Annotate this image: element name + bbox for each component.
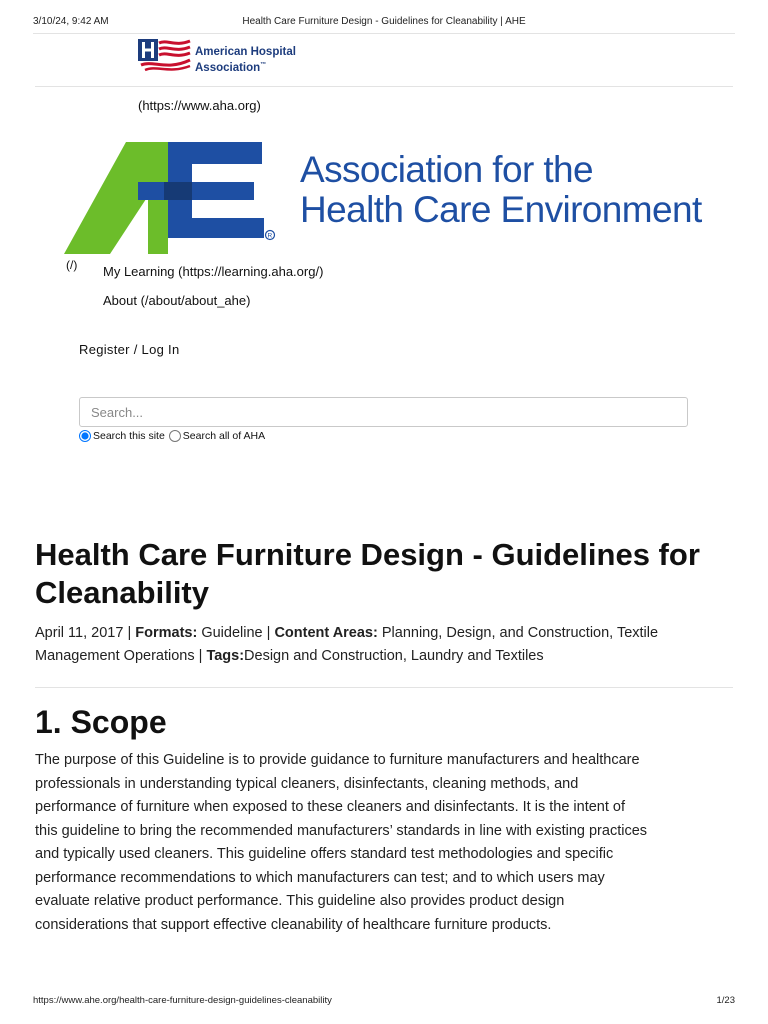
search-scope-options (79, 430, 269, 442)
aha-logo[interactable] (137, 36, 309, 74)
page-number: 1/23 (716, 995, 735, 1006)
ahe-mark-icon (64, 140, 286, 256)
print-timestamp: 3/10/24, 9:42 AM (33, 16, 109, 27)
search-all-label[interactable]: Search all of AHA (182, 430, 266, 442)
meta-separator: | (266, 625, 271, 641)
tags-value[interactable]: Design and Construction, Laundry and Textiles (244, 648, 544, 664)
divider (35, 86, 733, 87)
article-meta (35, 622, 725, 668)
aha-logo-tm: ™ (260, 62, 267, 68)
nav-item-about[interactable]: About (/about/about_ahe) (103, 293, 251, 308)
formats-value[interactable]: Guideline (201, 625, 263, 641)
formats-label: Formats: (135, 625, 198, 641)
search-site-radio[interactable] (79, 430, 91, 442)
aha-flag-icon (137, 38, 191, 72)
print-url: https://www.ahe.org/health-care-furniture-design-guidelines-cleanability (33, 995, 332, 1006)
aha-logo-line1: American Hospital (195, 46, 296, 58)
svg-text:R: R (267, 232, 273, 240)
divider (35, 687, 733, 688)
scope-paragraph: The purpose of this Guideline is to provide guidance to furniture manufacturers and healthcare professionals in understanding typical cleaners, disinfectants, cleaning methods, and performance of furniture when exposed to these cleaners and disinfectants. It is the intent of this guideline to bring the recommended manufacturers’ standards in line with existing practices and typically used cleaners. This guideline offers standard test methodologies and specific performance recommendations to which manufacturers can test; and to which users may evaluate relative product performance. This guideline also provides product design considerations that support effective cleanability of healthcare furniture products. (35, 752, 648, 933)
content-areas-value[interactable]: Planning, Design, and Construction, Textile Management Operations (35, 625, 659, 664)
print-title: Health Care Furniture Design - Guidelines for Cleanability | AHE (242, 16, 526, 27)
register-login-link[interactable]: Register / Log In (79, 342, 180, 357)
tags-label: Tags: (206, 648, 245, 664)
aha-logo-line2: Association (195, 61, 261, 74)
divider (33, 33, 735, 34)
article-date: April 11, 2017 (35, 625, 124, 641)
search-all-radio[interactable] (169, 430, 181, 442)
nav-item-my-learning[interactable]: My Learning (https://learning.aha.org/) (103, 264, 324, 279)
ahe-logo[interactable] (64, 140, 709, 256)
home-link[interactable]: (/) (66, 258, 78, 272)
content-areas-label: Content Areas: (274, 625, 378, 641)
page-title: Health Care Furniture Design - Guidelines for Cleanability (35, 537, 700, 610)
meta-separator: | (198, 648, 203, 664)
section-heading-scope: 1. Scope (35, 704, 167, 740)
print-header (33, 16, 735, 30)
search-site-label[interactable]: Search this site (93, 430, 165, 442)
ahe-logo-line1: Association for the (300, 149, 593, 190)
aha-link[interactable]: (https://www.aha.org) (138, 98, 261, 113)
ahe-logo-line2: Health Care Environment (300, 189, 702, 230)
print-footer (33, 995, 735, 1009)
meta-separator: | (127, 625, 132, 641)
search-input[interactable] (79, 397, 688, 427)
